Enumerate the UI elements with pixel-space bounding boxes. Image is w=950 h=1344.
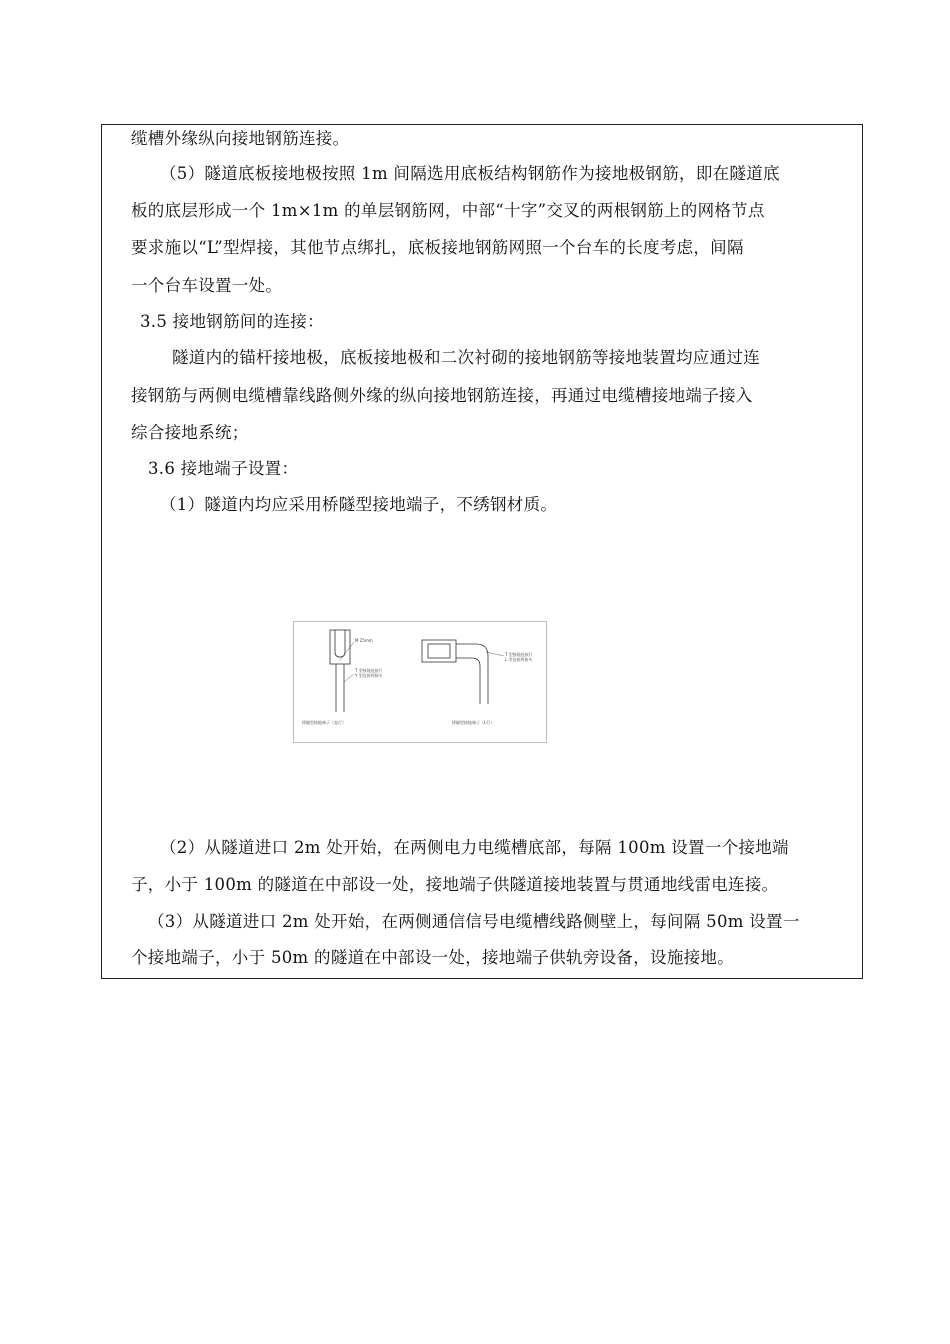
paragraph-line: （1）隧道内均应采用桥隧型接地端子，不绣钢材质。: [160, 495, 558, 514]
paragraph-line: 要求施以“L”型焊接，其他节点绑扎，底板接地钢筋网照一个台车的长度考虑，间隔: [131, 238, 744, 257]
paragraph-line: 个接地端子，小于 50m 的隧道在中部设一处，接地端子供轨旁设备，设施接地。: [131, 948, 735, 967]
figure-caption-right: 桥隧型接地端子（L行）: [452, 720, 495, 725]
paragraph-line: （2）从隧道进口 2m 处开始，在两侧电力电缆槽底部，每隔 100m 设置一个接地端: [160, 838, 789, 857]
paragraph-line: 综合接地系统；: [131, 423, 249, 442]
paragraph-line: 板的底层形成一个 1m×1m 的单层钢筋网，中部“十字”交叉的两根钢筋上的网格节点: [131, 201, 765, 220]
figure-note: T 型接地连接片: [355, 668, 383, 673]
section-heading: 3.6 接地端子设置：: [148, 459, 299, 478]
paragraph-line: （3）从隧道进口 2m 处开始，在两侧通信信号电缆槽线路侧壁上，每间隔 50m 设置一: [148, 912, 800, 931]
section-heading: 3.5 接地钢筋间的连接：: [140, 312, 324, 331]
paragraph-line: 一个台车设置一处。: [131, 276, 283, 295]
figure-note: M 25mm: [355, 638, 373, 643]
paragraph-line: 子，小于 100m 的隧道在中部设一处，接地端子供隧道接地装置与贯通地线雷电连接。: [131, 875, 779, 894]
grounding-terminal-figure: [293, 621, 547, 743]
paragraph-line: 缆槽外缘纵向接地钢筋连接。: [131, 129, 350, 148]
figure-note: L 型直接焊接头: [505, 657, 533, 662]
terminal-drawing: [294, 622, 548, 744]
paragraph-line: 接钢筋与两侧电缆槽靠线路侧外缘的纵向接地钢筋连接，再通过电缆槽接地端子接入: [131, 386, 753, 405]
paragraph-line: 隧道内的锚杆接地极，底板接地极和二次衬砌的接地钢筋等接地装置均应通过连: [172, 348, 760, 367]
paragraph-line: （5）隧道底板接地极按照 1m 间隔选用底板结构钢筋作为接地极钢筋，即在隧道底: [160, 164, 780, 183]
figure-caption-left: 桥隧型接地端子（直行）: [302, 720, 346, 725]
figure-note: T 型接地连接片: [505, 652, 533, 657]
figure-note: Y 型直接焊接头: [355, 673, 383, 678]
